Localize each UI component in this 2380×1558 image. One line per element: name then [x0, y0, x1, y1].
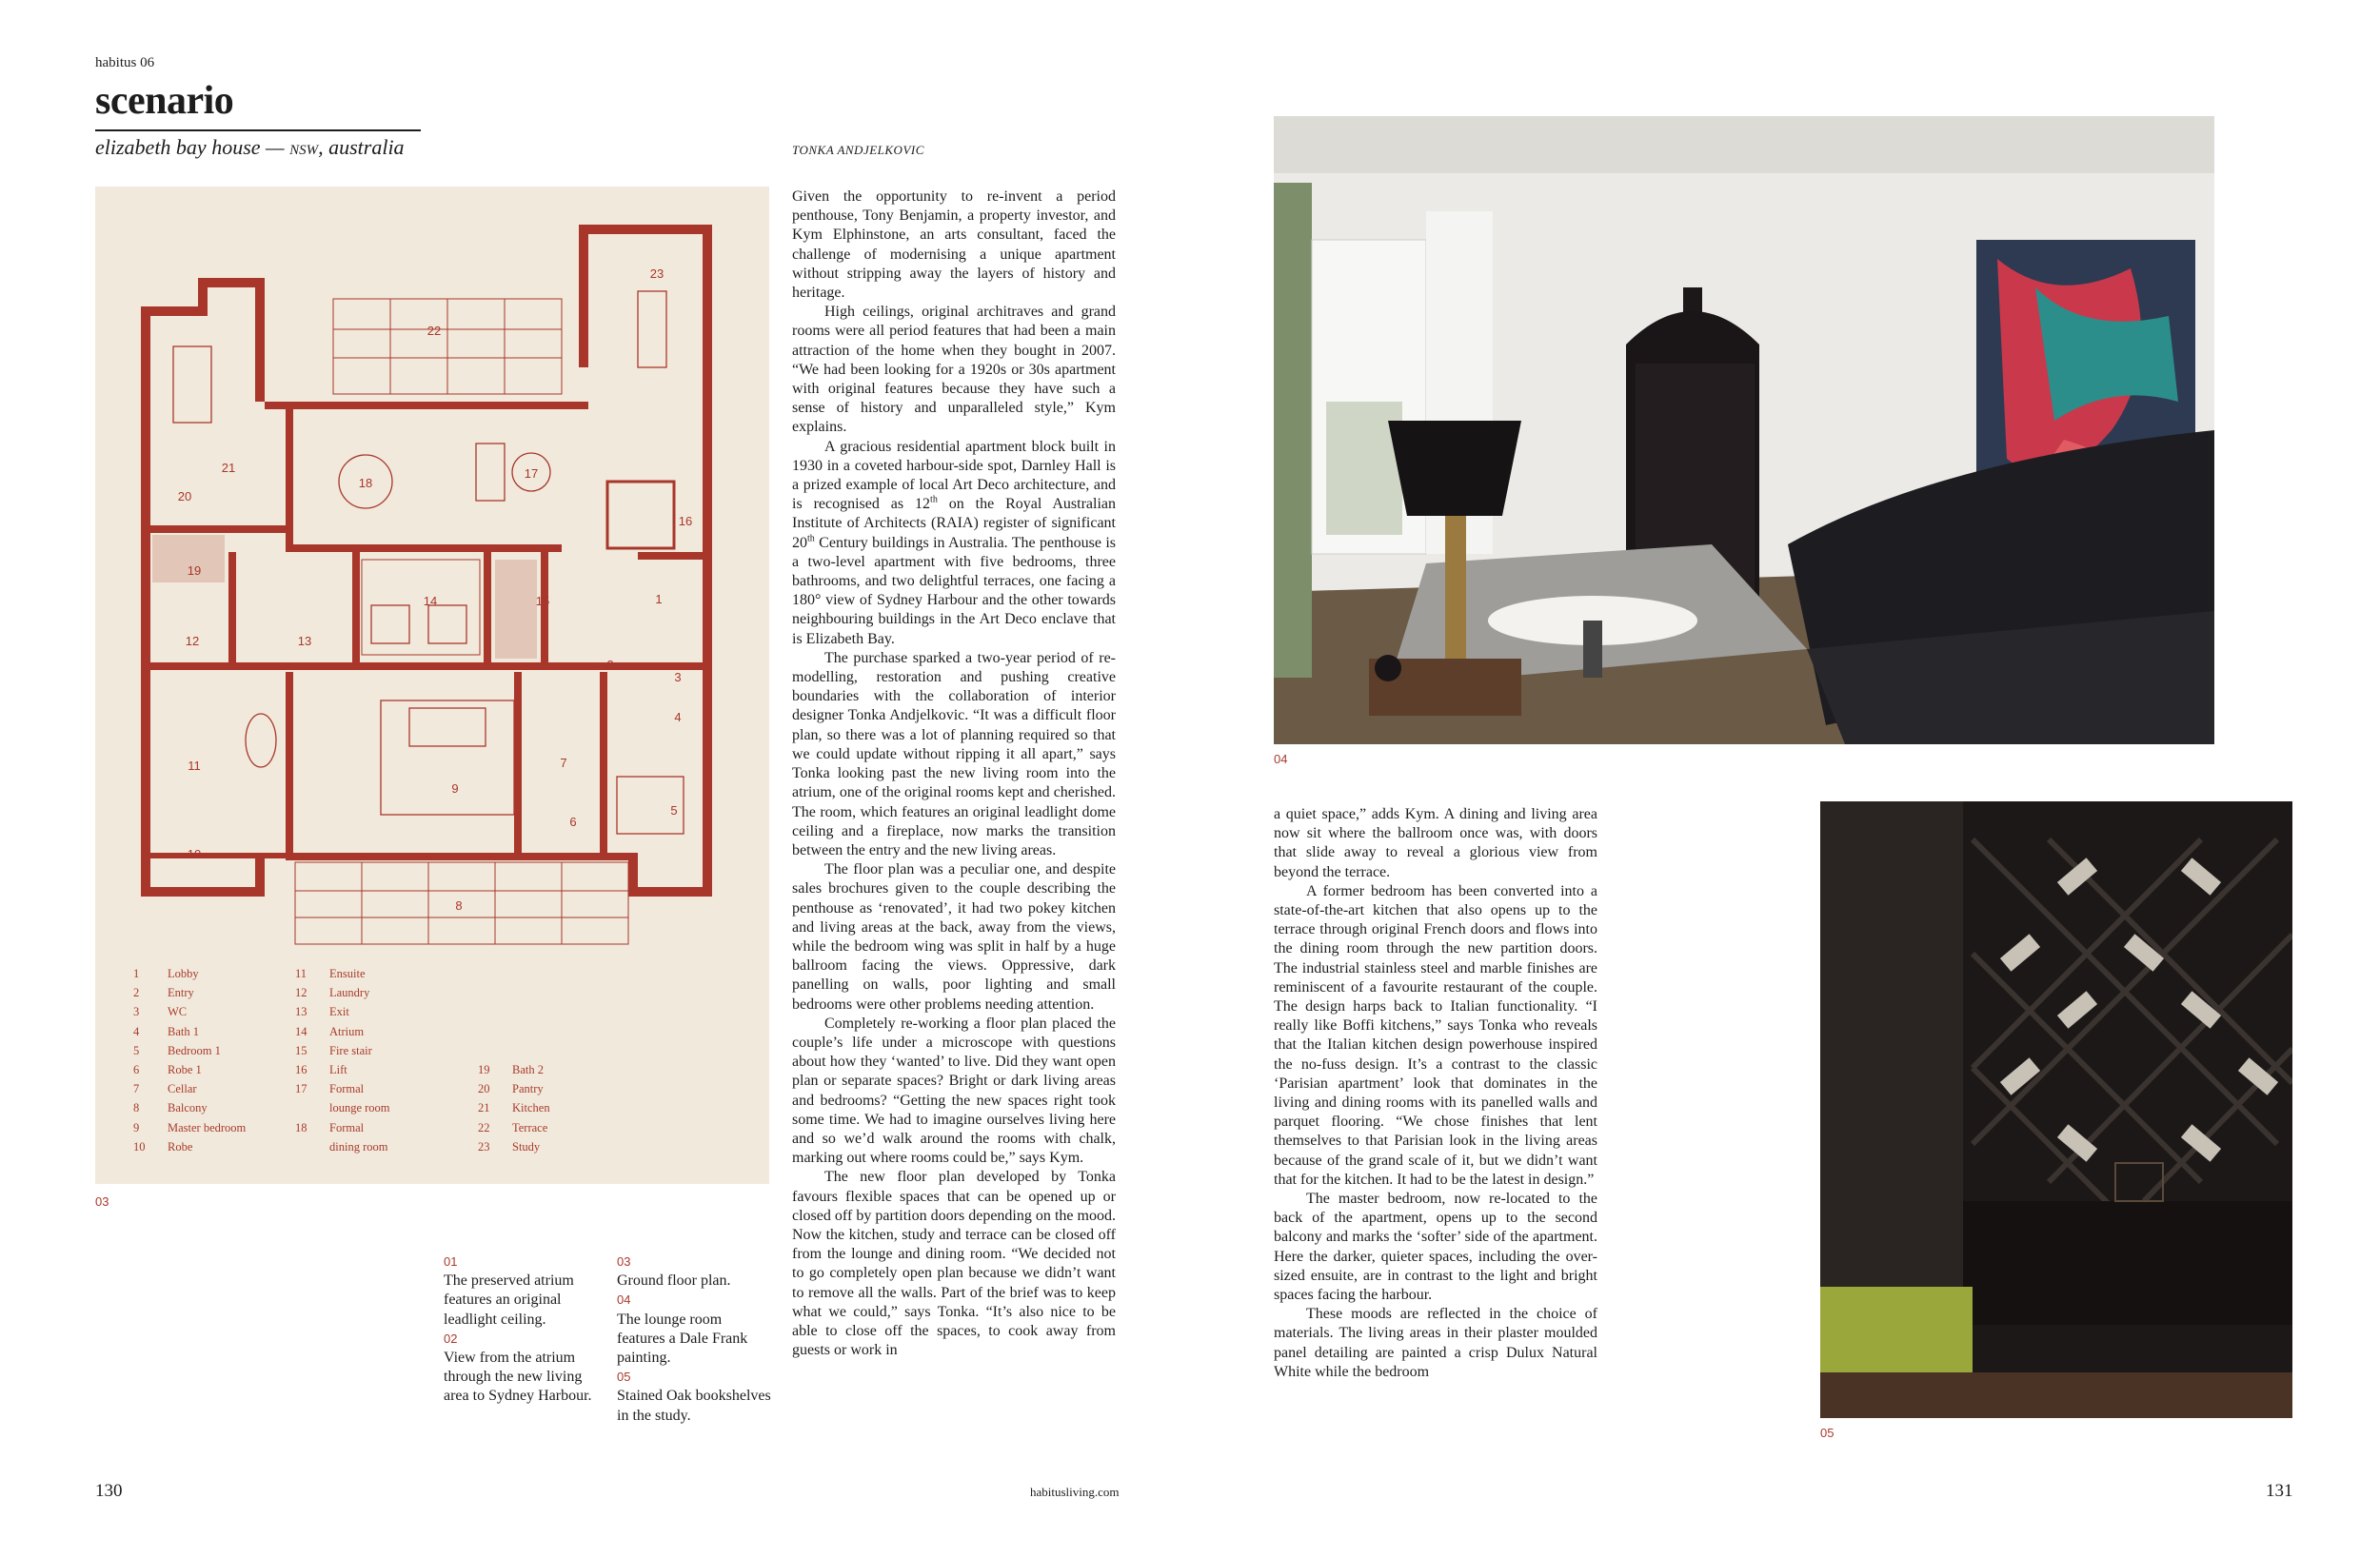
caption-text: The preserved atrium features an original leadlight ceiling.: [444, 1272, 574, 1328]
room-number: 2: [606, 658, 614, 672]
room-number: 13: [297, 634, 312, 648]
legend-column-1: [133, 967, 246, 1159]
living-room-illustration: [1274, 116, 2214, 744]
legend-item: 1 Lobby: [133, 967, 199, 980]
caption-text: Stained Oak bookshelves in the study.: [617, 1388, 771, 1424]
room-number: 14: [423, 594, 438, 608]
paragraph: The new floor plan developed by Tonka favours flexible spaces that can be opened up or closed off by partition doors depending on the mood. Now the kitchen, study and terrace can be closed off from the lounge and dining room. “We decided not to go completely open plan because we didn’t want to remove all the walls. Part of the brief was to keep what we could,” says Tonka. “It’s also nice to be able to close off the spaces, to cook away from guests or work in: [792, 1169, 1116, 1359]
room-number: 7: [560, 756, 567, 770]
legend-item: 22 Terrace: [478, 1120, 548, 1134]
legend-item: 5 Bedroom 1: [133, 1043, 221, 1057]
caption-number: 03: [617, 1254, 631, 1269]
figure-number-plan: 03: [95, 1194, 109, 1209]
room-number: 5: [670, 803, 678, 818]
legend-item: 23 Study: [478, 1139, 541, 1154]
paragraph: a quiet space,” adds Kym. A dining and living area now sit where the ballroom once was, with doors that slide away to reveal a glorious view from beyond the terrace.: [1274, 806, 1597, 880]
room-number: 11: [188, 759, 201, 773]
room-number: 21: [221, 461, 236, 475]
paragraph: The master bedroom, now re-located to the back of the apartment, opens up to the second balcony and marks the ‘softer’ side of the apartment. Here the darker, quieter spaces, including the over-sized ensuite, are in contrast to the light and bright spaces facing the harbour.: [1274, 1191, 1597, 1304]
caption-number: 02: [444, 1331, 458, 1346]
room-number: 16: [678, 514, 693, 528]
room-number: 20: [177, 489, 192, 503]
paragraph: A former bedroom has been converted into a state-of-the-art kitchen that also opens up to the terrace through original French doors and flows into the dining room through the new partition doors. The industrial stainless steel and marble finishes are reminiscent of a favourite restaurant of the couple. The design harps back to Italian functionality. “I really like Boffi kitchens,” says Tonka who reveals that the Italian kitchen design powerhouse inspired the no-fuss design. It’s a contrast to the classic ‘Parisian apartment’ look that dominates in the living and dining rooms with its panelled walls and parquet flooring. “We chose finishes that lent themselves to that Parisian look in the living areas because of the grand scale of it, but we didn’t want that for the kitchen. It had to be the latest in design.”: [1274, 882, 1597, 1188]
page-number-left: 130: [95, 1481, 123, 1501]
paragraph: These moods are reflected in the choice of materials. The living areas in their plaster moulded panel detailing are painted a crisp Dulux Natural White while the bedroom: [1274, 1306, 1597, 1380]
legend-item: 14 Atrium: [295, 1024, 365, 1038]
room-number: 4: [674, 710, 682, 724]
caption-text: View from the atrium through the new living area to Sydney Harbour.: [444, 1350, 592, 1405]
study-shelves-photo: [1820, 801, 2292, 1418]
room-number: 18: [358, 476, 373, 490]
floor-plan: [95, 187, 769, 1184]
figure-number-shelves: 05: [1820, 1426, 1835, 1440]
legend-item: 18 Formal: [295, 1120, 365, 1134]
legend-item: 15 Fire stair: [295, 1043, 372, 1057]
legend-item: 21 Kitchen: [478, 1101, 550, 1115]
legend-item: 19 Bath 2: [478, 1063, 544, 1076]
legend-item: 3 WC: [133, 1005, 188, 1019]
caption-number: 04: [617, 1292, 631, 1308]
article-author: TONKA ANDJELKOVIC: [792, 143, 924, 157]
paragraph: A gracious residential apartment block built in 1930 in a coveted harbour-side spot, Darnley Hall is a prized example of local Art Deco architecture, and is recognised as 12th on the Royal Australian Institute of Architects (RAIA) register of significant 20th Century buildings in Australia. The penthouse is a two-level apartment with five bedrooms, three bathrooms, and two delightful terraces, one facing a 180° view of Sydney Harbour and the other towards neighbouring buildings in the Art Deco enclave that is Elizabeth Bay.: [792, 438, 1117, 647]
room-number: 23: [649, 266, 664, 281]
paragraph: High ceilings, original architraves and grand rooms were all period features that had been a main attraction of the home when they bought in 2007. “We had been looking for a 1920s or 30s apartment with original features because they have such a sense of history and unparalleled style,” Kym explains.: [792, 304, 1116, 436]
caption-column-1: [444, 1252, 607, 1407]
paragraph: The floor plan was a peculiar one, and despite sales brochures given to the couple describing the penthouse as ‘renovated’, it had two pokey kitchen and living areas at the back, away from the views, while the bedroom wing was split in half by a huge ballroom facing the views. Oppressive, dark panelling on walls, poor lighting and small bedrooms were other problems needing attention.: [792, 861, 1116, 1013]
paragraph: The purchase sparked a two-year period of re-modelling, restoration and pushing creative boundaries with the collaboration of interior designer Tonka Andjelkovic. “It was a difficult floor plan, so there was a lot of planning required so that we could update without ripping it all apart,” says Tonka looking past the new living room into the atrium, one of the original rooms kept and cherished. The room, which features an original leadlight dome ceiling and a fireplace, now marks the transition between the entry and the new living areas.: [792, 649, 1116, 858]
caption-column-2: [617, 1252, 771, 1426]
section-title: scenario: [95, 79, 234, 123]
living-room-photo: [1274, 116, 2214, 744]
room-number: 19: [187, 563, 202, 578]
caption-number: 05: [617, 1370, 631, 1385]
room-number: 17: [524, 466, 539, 481]
paragraph: Completely re-working a floor plan placed the couple’s life under a microscope with questions about how they ‘wanted’ to live. Did they want open plan or separate spaces? Bright or dark living areas and bedrooms? “Getting the new spaces right took some time. We had to imagine ourselves living here and so we’d walk around the rooms with chalk, marking out where rooms could be,” says Kym.: [792, 1015, 1116, 1167]
legend-item: lounge room: [329, 1101, 390, 1115]
legend-item: 20 Pantry: [478, 1082, 544, 1096]
legend-item: 2 Entry: [133, 986, 194, 1000]
legend-item: 16 Lift: [295, 1062, 347, 1076]
legend-item: 9 Master bedroom: [133, 1120, 247, 1134]
paragraph: Given the opportunity to re-invent a period penthouse, Tony Benjamin, a property investor, and Kym Elphinstone, an arts consultant, faced the challenge of modernising a unique apartment without stripping away the layers of history and heritage.: [792, 188, 1116, 302]
body-column-1: [792, 187, 1116, 1360]
caption-text: The lounge room features a Dale Frank painting.: [617, 1311, 748, 1367]
room-number: 10: [187, 847, 202, 861]
legend-item: 12 Laundry: [295, 986, 370, 1000]
legend-item: 10 Robe: [133, 1139, 193, 1154]
caption-text: Ground floor plan.: [617, 1272, 731, 1290]
room-number: 6: [569, 815, 577, 829]
legend-item: 17 Formal: [295, 1082, 365, 1096]
legend-item: dining room: [329, 1139, 388, 1154]
article-subtitle: elizabeth bay house — nsw, australia: [95, 135, 405, 159]
legend-column-2: [295, 967, 390, 1159]
caption-number: 01: [444, 1254, 458, 1269]
legend-item: 8 Balcony: [133, 1101, 208, 1115]
room-number: 8: [455, 898, 463, 913]
room-number: 9: [451, 781, 459, 796]
room-number: 22: [426, 324, 442, 338]
legend-item: 13 Exit: [295, 1005, 349, 1019]
room-number: 1: [655, 592, 663, 606]
body-column-2: [1274, 805, 1597, 1382]
room-number: 15: [535, 594, 550, 608]
shelves-illustration: [1820, 801, 2292, 1418]
figure-number-living: 04: [1274, 752, 1288, 766]
legend-item: 11 Ensuite: [295, 967, 366, 980]
page-number-right: 131: [2266, 1481, 2293, 1501]
legend-item: 6 Robe 1: [133, 1062, 202, 1076]
magazine-issue: habitus 06: [95, 55, 155, 70]
room-number: 12: [185, 634, 200, 648]
footer-website[interactable]: habitusliving.com: [1030, 1485, 1120, 1499]
room-number: 3: [674, 670, 682, 684]
legend-column-3: [478, 1063, 550, 1159]
floor-plan-drawing: [95, 187, 769, 948]
title-rule: [95, 129, 421, 131]
legend-item: 7 Cellar: [133, 1082, 197, 1096]
legend-item: 4 Bath 1: [133, 1024, 199, 1038]
